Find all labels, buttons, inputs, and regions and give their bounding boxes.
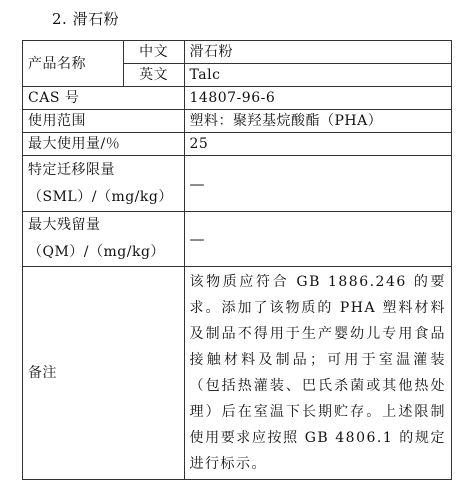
usage-label: 使用范围 — [23, 110, 185, 133]
product-name-label: 产品名称 — [23, 41, 124, 87]
table-row — [23, 156, 452, 212]
max-usage-label: 最大使用量/％ — [23, 133, 185, 156]
notes-value: 该物质应符合 GB 1886.246 的要求。添加了该物质的 PHA 塑料材料及制品不得用于生产婴幼儿专用食品接触材料及制品；可用于室温灌装（包括热灌装、巴氏杀菌或其他热处理）后在室温下长期贮存。上述限制使用要求应按照 GB 4806.1 的规定进行标示。 — [184, 267, 451, 480]
specification-table — [22, 40, 452, 480]
english-label: 英文 — [123, 64, 184, 87]
table-row — [23, 267, 452, 480]
table-row — [23, 41, 452, 64]
qm-value: — — [184, 212, 451, 267]
usage-value: 塑料：聚羟基烷酸酯（PHA） — [184, 110, 451, 133]
table-row — [23, 133, 452, 156]
table-row — [23, 110, 452, 133]
max-usage-value: 25 — [184, 133, 451, 156]
sml-value: — — [184, 156, 451, 212]
chinese-label: 中文 — [123, 41, 184, 64]
english-value: Talc — [184, 64, 451, 87]
sml-label-line1: 特定迁移限量 — [28, 161, 115, 178]
section-title: 2. 滑石粉 — [52, 10, 120, 28]
qm-label-line1: 最大残留量 — [28, 217, 101, 233]
table-row — [23, 212, 452, 267]
qm-label — [23, 212, 185, 267]
cas-value: 14807-96-6 — [184, 87, 451, 110]
cas-label: CAS 号 — [23, 87, 185, 110]
notes-label: 备注 — [23, 267, 185, 480]
sml-label — [23, 156, 185, 212]
sml-label-line2: （SML）/（mg/kg） — [28, 188, 173, 205]
chinese-value: 滑石粉 — [184, 41, 451, 64]
table-row — [23, 87, 452, 110]
qm-label-line2: （QM）/（mg/kg） — [28, 244, 165, 260]
